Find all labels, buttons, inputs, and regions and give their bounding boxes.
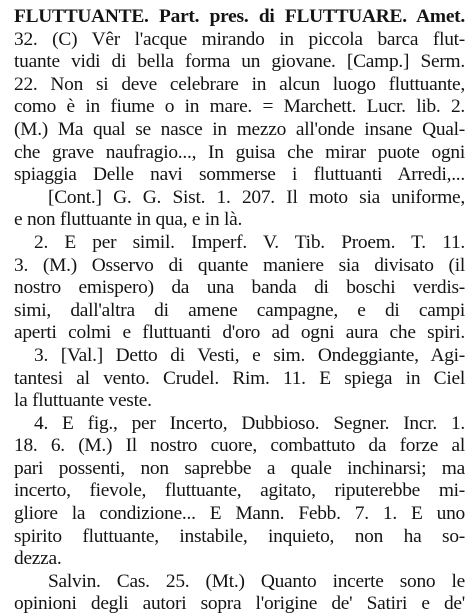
sense-4-line: 4. E fig., per Incerto, Dubbioso. Segner. Incr. 1.	[34, 412, 465, 434]
text-line: tuante vidi di bella forma un giovane. [Camp.] Serm.	[14, 51, 465, 73]
text-line: 22. Non si deve celebrare in alcun luogo fluttuante,	[14, 73, 465, 95]
text-line: 18. 6. (M.) Il nostro cuore, combattuto da forze al	[14, 435, 465, 457]
text-line: opinioni degli autori sopra l'origine de' Satiri e de'	[14, 593, 465, 615]
sense-3-line: 3. [Val.] Detto di Vesti, e sim. Ondeggiante, Agi-	[34, 344, 465, 366]
entry-headword-line: FLUTTUANTE. Part. pres. di FLUTTUARE. Amet.	[14, 6, 465, 27]
text-line: [Cont.] G. G. Sist. 1. 207. Il moto sia uniforme,	[48, 186, 465, 208]
text-line: tantesi al vento. Crudel. Rim. 11. E spiega in Ciel	[14, 367, 465, 389]
citation-line: Salvin. Cas. 25. (Mt.) Quanto incerte sono le	[48, 570, 465, 592]
text-line: nostro emispero) da una banda di boschi verdis-	[14, 277, 465, 299]
text-line: spirito fluttuante, instabile, inquieto, non ha so-	[14, 525, 465, 547]
text-line: incerto, fievole, fluttuante, agitato, riputerebbe mi-	[14, 480, 465, 502]
text-line: (M.) Ma qual se nasce in mezzo all'onde insane Qual-	[14, 118, 465, 140]
text-line: 32. (C) Vêr l'acque mirando in piccola barca flut-	[14, 28, 465, 50]
text-line: simi, dall'altra di amene campagne, e di campi	[14, 299, 465, 321]
text-line: aperti colmi e fluttuanti d'oro ad ogni aura che spiri.	[14, 322, 465, 344]
text-line: spiaggia Delle navi sommerse i fluttuanti Arredi,...	[14, 164, 465, 186]
text-line: gliore la condizione... E Mann. Febb. 7. 1. E uno	[14, 503, 465, 525]
text-line: dezza.	[14, 548, 62, 570]
text-line: pari possenti, non saprebbe a quale inchinarsi; ma	[14, 457, 465, 479]
sense-2-line: 2. E per simil. Imperf. V. Tib. Proem. T. 11.	[34, 231, 465, 253]
text-line: e non fluttuante in qua, e in là.	[14, 209, 243, 231]
text-line: 3. (M.) Osservo di quante maniere sia divisato (il	[14, 254, 465, 276]
text-line: che grave naufragio..., In guisa che mirar puote ogni	[14, 141, 465, 163]
text-line: la fluttuante veste.	[14, 390, 152, 412]
text-line: como è in fiume o in mare. = Marchett. Lucr. lib. 2.	[14, 96, 465, 118]
